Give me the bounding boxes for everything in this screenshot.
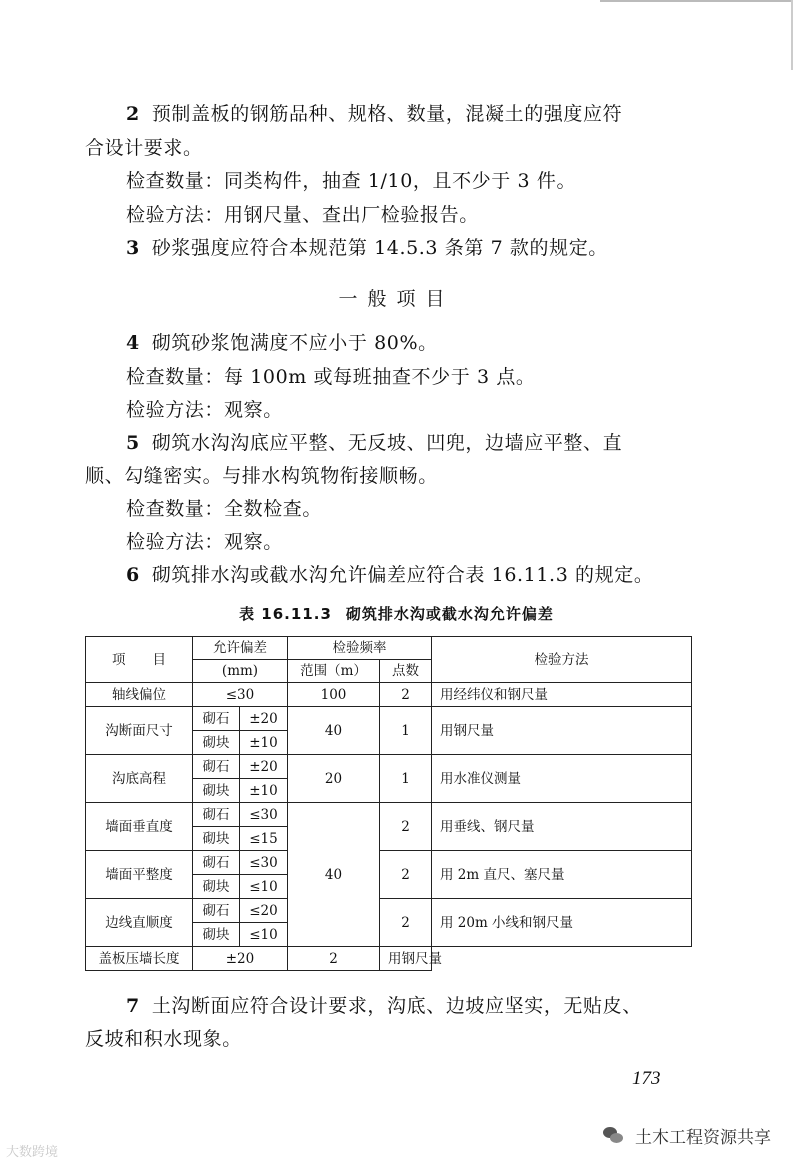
section-heading: 一般项目 (338, 288, 455, 310)
cell-tolerance: ≤30 (240, 851, 288, 875)
watermark-left: 大数跨境 (6, 1145, 59, 1160)
cell-points: 1 (380, 755, 432, 803)
table-header-row (86, 637, 692, 660)
header-tolerance (193, 637, 288, 660)
cell-material: 砌石 (193, 851, 240, 875)
cell-material: 砌石 (193, 755, 240, 779)
header-tolerance-line1: 允许偏差 (213, 640, 267, 656)
cell-method: 用 2m 直尺、塞尺量 (432, 851, 692, 899)
cell-range: 100 (288, 683, 380, 707)
p2-line1 (85, 97, 700, 131)
cell-tolerance: ≤20 (240, 899, 288, 923)
cell-method: 用 20m 小线和钢尺量 (432, 899, 692, 947)
cell-material: 砌石 (193, 803, 240, 827)
p3-num: 3 (126, 237, 140, 259)
p7-text: 土沟断面应符合设计要求，沟底、边坡应坚实，无贴皮、 (151, 995, 642, 1017)
cell-tolerance: ≤30 (193, 683, 288, 707)
cell-points: 2 (288, 947, 380, 971)
cell-range-shared: 40 (288, 803, 380, 947)
cell-method: 用钢尺量 (432, 707, 692, 755)
p2-num: 2 (126, 103, 140, 125)
p7-line2: 反坡和积水现象。 (85, 1028, 242, 1050)
table-title: 砌筑排水沟或截水沟允许偏差 (345, 605, 554, 623)
cell-tolerance: ±20 (240, 707, 288, 731)
table-number: 表 16.11.3 (239, 605, 332, 623)
cell-tolerance: ≤30 (240, 803, 288, 827)
cell-material: 砌石 (193, 707, 240, 731)
header-range: 范围（m） (288, 660, 380, 683)
p4-check-method: 检验方法：观察。 (126, 399, 283, 421)
cell-tolerance: ±20 (240, 755, 288, 779)
header-tolerance-unit: (mm) (193, 660, 288, 683)
cell-material: 砌块 (193, 875, 240, 899)
p3-text: 砂浆强度应符合本规范第 14.5.3 条第 7 款的规定。 (151, 237, 608, 259)
p4-check-quantity: 检查数量：每 100m 或每班抽查不少于 3 点。 (126, 366, 536, 388)
table-row (86, 755, 692, 779)
cell-points: 2 (380, 899, 432, 947)
cell-tolerance: ±10 (240, 731, 288, 755)
cell-material: 砌块 (193, 923, 240, 947)
header-method: 检验方法 (432, 637, 692, 683)
p2-check-method: 检验方法：用钢尺量、查出厂检验报告。 (126, 204, 479, 226)
p2-text: 预制盖板的钢筋品种、规格、数量，混凝土的强度应符 (151, 103, 623, 125)
p6-num: 6 (126, 564, 140, 586)
tolerance-table (85, 636, 692, 971)
cell-points: 1 (380, 707, 432, 755)
table-caption (0, 603, 793, 624)
cell-item: 沟断面尺寸 (86, 707, 193, 755)
watermark-right-text: 土木工程资源共享 (635, 1128, 771, 1148)
cell-tolerance: ±10 (240, 779, 288, 803)
cell-material: 砌块 (193, 731, 240, 755)
cell-points: 2 (380, 851, 432, 899)
p4-text: 砌筑砂浆饱满度不应小于 80%。 (151, 332, 438, 354)
table-row (86, 683, 692, 707)
page-edge-top (600, 0, 793, 2)
cell-item: 沟底高程 (86, 755, 193, 803)
table-row (86, 803, 692, 827)
p5-num: 5 (126, 432, 140, 454)
cell-item: 墙面垂直度 (86, 803, 193, 851)
cell-method: 用垂线、钢尺量 (432, 803, 692, 851)
cell-range: 20 (288, 755, 380, 803)
header-frequency: 检验频率 (288, 637, 432, 660)
cell-tolerance: ≤15 (240, 827, 288, 851)
p7-num: 7 (126, 995, 140, 1017)
p5-check-method: 检验方法：观察。 (126, 531, 283, 553)
p6-text: 砌筑排水沟或截水沟允许偏差应符合表 16.11.3 的规定。 (151, 564, 654, 586)
cell-item: 盖板压墙长度 (86, 947, 193, 971)
cell-tolerance: ±20 (193, 947, 288, 971)
cell-method: 用钢尺量 (380, 947, 432, 971)
cell-method: 用经纬仪和钢尺量 (432, 683, 692, 707)
cell-points: 2 (380, 803, 432, 851)
p3-line (126, 231, 741, 265)
page-number: 173 (632, 1068, 661, 1089)
watermark-right (603, 1123, 771, 1148)
p4-line (126, 326, 741, 360)
p7-line1 (126, 989, 741, 1023)
cell-item: 轴线偏位 (86, 683, 193, 707)
table-row (86, 947, 692, 971)
p2-check-quantity: 检查数量：同类构件，抽查 1/10，且不少于 3 件。 (126, 170, 577, 192)
cell-range: 40 (288, 707, 380, 755)
p6-line (126, 558, 741, 592)
cell-material: 砌块 (193, 827, 240, 851)
cell-points: 2 (380, 683, 432, 707)
cell-item: 墙面平整度 (86, 851, 193, 899)
table-row (86, 899, 692, 923)
cell-tolerance: ≤10 (240, 875, 288, 899)
cell-item: 边线直顺度 (86, 899, 193, 947)
p5-line1 (126, 426, 741, 460)
cell-material: 砌石 (193, 899, 240, 923)
wechat-icon (603, 1127, 625, 1145)
p5-text: 砌筑水沟沟底应平整、无反坡、凹兜，边墙应平整、直 (151, 432, 623, 454)
cell-material: 砌块 (193, 779, 240, 803)
p4-num: 4 (126, 332, 140, 354)
p5-line2: 顺、勾缝密实。与排水构筑物衔接顺畅。 (85, 465, 438, 487)
table-row (86, 707, 692, 731)
table-row (86, 851, 692, 875)
p5-check-quantity: 检查数量：全数检查。 (126, 498, 323, 520)
cell-tolerance: ≤10 (240, 923, 288, 947)
header-item: 项 目 (86, 637, 193, 683)
header-points: 点数 (380, 660, 432, 683)
cell-method: 用水准仪测量 (432, 755, 692, 803)
p2-line2: 合设计要求。 (85, 137, 203, 159)
